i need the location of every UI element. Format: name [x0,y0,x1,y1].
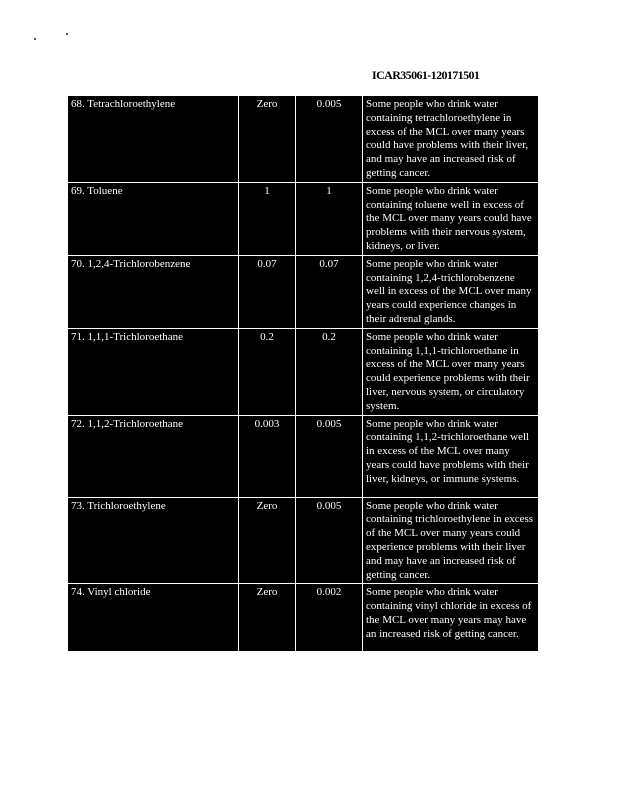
scan-speck [34,38,36,40]
health-effect: Some people who drink water containing 1,1,1-trichloroethane in excess of the MCL over many years could experience problems with their liver, nervous system, or circulatory system. [363,328,539,415]
mclg-value: Zero [239,497,296,584]
contaminant-name: 68. Tetrachloroethylene [71,98,176,110]
health-effect: Some people who drink water containing tetrachloroethylene in excess of the MCL over many years could have problems with their liver, and may have an increased risk of getting cancer. [363,96,539,182]
contaminant-name: 74. Vinyl chloride [68,584,239,652]
table-row [68,182,538,255]
document-id-header: ICAR35061-120171501 [372,68,480,82]
mclg-value: 0.2 [239,328,296,415]
mclg-value: 0.07 [239,255,296,328]
mcl-value: 0.005 [296,96,363,182]
contaminant-name: 71. 1,1,1-Trichloroethane [68,328,239,415]
scan-speck [66,33,68,35]
table-row [68,584,538,652]
health-effect: Some people who drink water containing trichloroethylene in excess of the MCL over many years could experience problems with their liver and may have an increased risk of getting cancer. [363,497,539,584]
contaminant-name: 69. Toluene [68,182,239,255]
mcl-value: 0.005 [296,415,363,497]
contaminant-name: 72. 1,1,2-Trichloroethane [68,415,239,497]
health-effect: Some people who drink water containing vinyl chloride in excess of the MCL over many years may have an increased risk of getting cancer. [363,584,539,652]
mcl-value: 0.2 [296,328,363,415]
contaminant-table [68,96,538,651]
table-row [68,96,538,182]
mclg-value: 0.003 [239,415,296,497]
mcl-value: 0.07 [296,255,363,328]
health-effect: Some people who drink water containing 1,2,4-trichlorobenzene well in excess of the MCL over many years could experience changes in their adrenal glands. [363,255,539,328]
mclg-value: Zero [239,584,296,652]
mclg-value: 1 [239,182,296,255]
contaminant-name: 73. Trichloroethylene [68,497,239,584]
table-row [68,328,538,415]
contaminant-name: 70. 1,2,4-Trichlorobenzene [68,255,239,328]
health-effect: Some people who drink water containing toluene well in excess of the MCL over many years could have problems with their nervous system, kidneys, or liver. [363,182,539,255]
health-effect: Some people who drink water containing 1,1,2-trichloroethane well in excess of the MCL over many years could have problems with their liver, kidneys, or immune systems. [363,415,539,497]
table-row [68,255,538,328]
mcl-value: 0.005 [296,497,363,584]
table-row [68,415,538,497]
table-row [68,497,538,584]
mclg-value: Zero [239,96,296,182]
mcl-value: 1 [296,182,363,255]
mcl-value: 0.002 [296,584,363,652]
